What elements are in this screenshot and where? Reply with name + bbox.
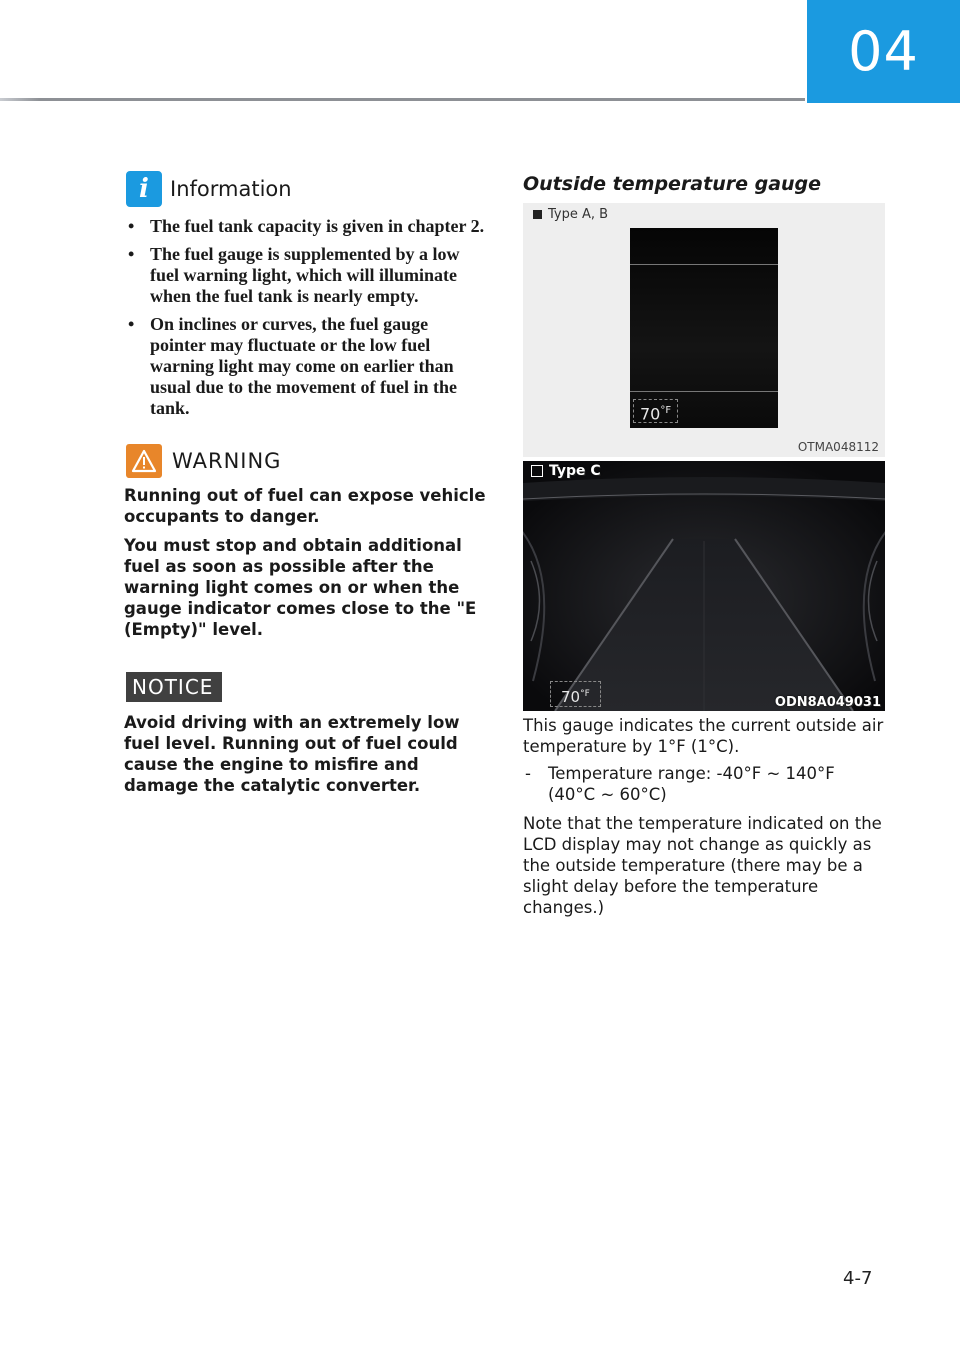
figure-type-ab <box>523 203 885 457</box>
cluster-illustration <box>523 461 885 711</box>
information-heading <box>126 168 488 210</box>
page-number: 4-7 <box>843 1268 873 1289</box>
lcd-display <box>630 228 778 428</box>
right-column <box>523 170 885 924</box>
information-list <box>124 216 488 419</box>
list-item: - Temperature range: -40°F ~ 140°F (40°C ~ 60°C) <box>523 763 885 805</box>
figure-label <box>533 207 608 222</box>
figure-code: ODN8A049031 <box>774 695 881 710</box>
warning-paragraph: You must stop and obtain additional fuel as soon as possible after the warning light comes on or when the gauge indicator comes close to the "E (Empty)" level. <box>124 536 477 639</box>
warning-heading <box>126 441 488 481</box>
header-rule <box>0 98 805 101</box>
warning-title: WARNING <box>172 449 282 473</box>
information-title: Information <box>170 177 292 201</box>
warning-triangle-icon <box>126 444 162 478</box>
lcd-divider <box>630 264 778 265</box>
temperature-readout <box>550 681 601 707</box>
list-item: • The fuel tank capacity is given in chapter 2. <box>124 216 488 237</box>
checkbox-square-icon <box>531 465 543 477</box>
figure-label <box>531 463 601 479</box>
description: This gauge indicates the current outside air temperature by 1°F (1°C). <box>523 716 884 756</box>
left-column <box>124 168 488 804</box>
figure-label-text: Type C <box>549 463 601 479</box>
notice-text: Avoid driving with an extremely low fuel level. Running out of fuel could cause the engine to misfire and damage the catalytic converter. <box>124 713 460 795</box>
note: Note that the temperature indicated on the LCD display may not change as quickly as the outside temperature (there may be a slight delay before the temperature changes.) <box>523 814 882 917</box>
chapter-number: 04 <box>848 20 919 83</box>
temperature-readout <box>633 399 678 423</box>
chapter-tab <box>807 0 960 103</box>
notice-label: NOTICE <box>126 672 222 702</box>
temperature-unit: °F <box>580 689 590 699</box>
figure-label-text: Type A, B <box>548 207 609 222</box>
lcd-divider <box>630 391 778 392</box>
warning-paragraph: Running out of fuel can expose vehicle occupants to danger. <box>124 486 486 526</box>
section-title: Outside temperature gauge <box>523 173 822 195</box>
square-bullet-icon <box>533 210 542 219</box>
temperature-value: 70 <box>640 404 661 424</box>
temperature-value: 70 <box>561 688 581 706</box>
list-item: • On inclines or curves, the fuel gauge pointer may fluctuate or the low fuel warning light may come on earlier than usual due to the movement of fuel in the tank. <box>124 314 488 419</box>
info-icon: i <box>126 171 162 207</box>
figure-code: OTMA048112 <box>797 440 879 454</box>
temperature-unit: °F <box>660 405 672 416</box>
figure-type-c <box>523 461 885 711</box>
list-item: • The fuel gauge is supplemented by a low fuel warning light, which will illuminate when the fuel tank is nearly empty. <box>124 244 488 307</box>
